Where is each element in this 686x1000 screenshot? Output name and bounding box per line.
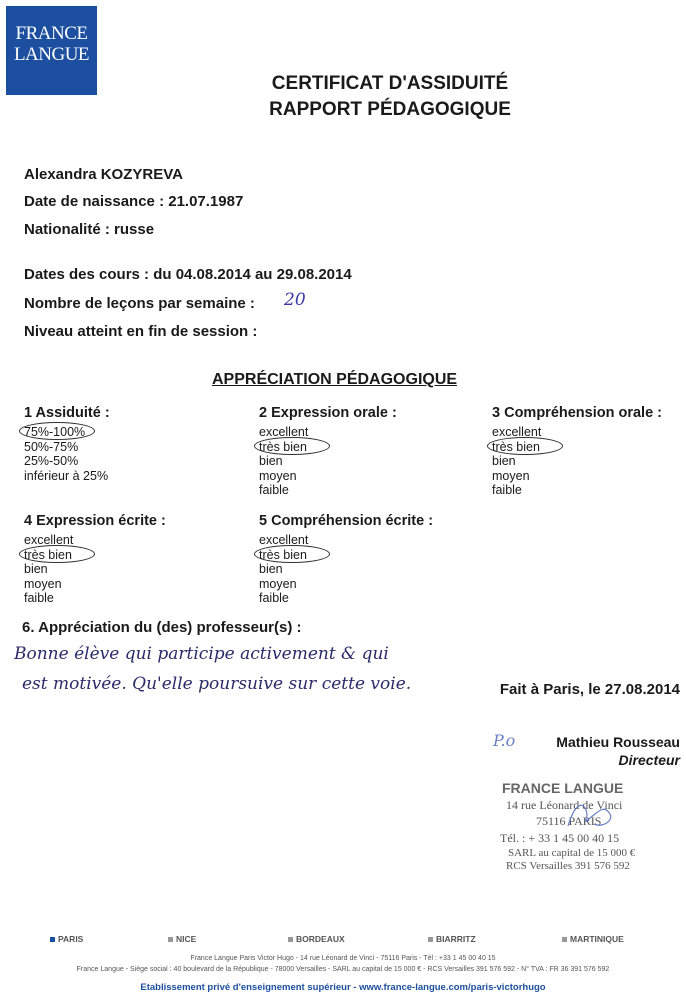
teacher-comment-line1: Bonne élève qui participe activement & qui <box>14 644 389 664</box>
option-bien: bien <box>259 562 283 576</box>
option-excellent: excellent <box>24 533 74 547</box>
option-75-100: 75%-100% <box>24 425 110 440</box>
option-faible: faible <box>259 483 289 497</box>
option-moyen: moyen <box>492 468 530 483</box>
footer-website[interactable]: Etablissement privé d'enseignement supérieur - www.france-langue.com/paris-victorhugo <box>140 982 546 993</box>
stamp-capital: SARL au capital de 15 000 € <box>508 847 636 859</box>
option-bien: bien <box>492 454 516 468</box>
lessons-value: 20 <box>284 290 306 310</box>
stamp-tel: Tél. : + 33 1 45 00 40 15 <box>500 831 620 845</box>
group-title: 2 Expression orale : <box>259 405 397 421</box>
level-label: Niveau atteint en fin de session : <box>24 323 258 340</box>
square-icon <box>428 937 433 942</box>
option-excellent: excellent <box>259 425 309 439</box>
option-tres-bien: très bien <box>259 440 397 455</box>
group-written-comprehension <box>259 513 433 606</box>
option-tres-bien: très bien <box>492 440 662 455</box>
option-faible: faible <box>24 591 54 605</box>
group-oral-comprehension <box>492 405 662 498</box>
city-martinique: MARTINIQUE <box>570 934 624 944</box>
option-bien: bien <box>259 454 283 468</box>
appraisal-title: APPRÉCIATION PÉDAGOGIQUE <box>212 371 458 388</box>
option-excellent: excellent <box>492 425 542 439</box>
footer-legal: France Langue - Siège social : 40 boulevard de la République - 78000 Versailles - SARL au capital de 15 000 € - RCS Versailles 391 576 592 - N° TVA : FR 36 391 576 592 <box>76 966 610 973</box>
student-name: Alexandra KOZYREVA <box>24 166 183 183</box>
director-role: Directeur <box>618 752 680 768</box>
option-tres-bien: très bien <box>24 548 166 563</box>
stamp-company: FRANCE LANGUE <box>502 780 624 796</box>
city-biarritz: BIARRITZ <box>436 934 476 944</box>
logo-line1: FRANCE <box>15 23 88 44</box>
group-written-expression <box>24 513 166 606</box>
square-icon <box>50 937 55 942</box>
france-langue-logo <box>6 6 97 95</box>
footer-cities <box>0 934 686 948</box>
pp-mark: P.o <box>493 731 516 750</box>
teacher-comment-line2: est motivée. Qu'elle poursuive sur cette voie. <box>22 674 412 694</box>
option-below-25: inférieur à 25% <box>24 468 109 483</box>
city-paris: PARIS <box>58 934 84 944</box>
square-icon <box>288 937 293 942</box>
square-icon <box>562 937 567 942</box>
logo-line2: LANGUE <box>13 44 90 65</box>
group-title: 5 Compréhension écrite : <box>259 513 434 529</box>
stamp-city: 75116 PARIS <box>536 814 602 828</box>
city-bordeaux: BORDEAUX <box>296 934 345 944</box>
option-excellent: excellent <box>259 533 309 547</box>
place-date: Fait à Paris, le 27.08.2014 <box>499 681 680 698</box>
footer-address: France Langue Paris Victor Hugo - 14 rue Léonard de Vinci - 75116 Paris - Tél : +33 1 45 00 40 15 <box>190 955 496 962</box>
course-dates: Dates des cours : du 04.08.2014 au 29.08.2014 <box>24 266 352 283</box>
group-title: 3 Compréhension orale : <box>492 405 663 421</box>
option-50-75: 50%-75% <box>24 439 79 454</box>
lessons-label: Nombre de leçons par semaine : <box>24 295 255 312</box>
director-name: Mathieu Rousseau <box>556 734 680 750</box>
stamp-address: 14 rue Léonard de Vinci <box>506 798 623 812</box>
group-oral-expression <box>259 405 397 498</box>
certificate-title: CERTIFICAT D'ASSIDUITÉ <box>271 73 509 94</box>
option-tres-bien: très bien <box>259 548 433 563</box>
option-moyen: moyen <box>259 576 297 591</box>
report-title: RAPPORT PÉDAGOGIQUE <box>269 99 511 120</box>
nationality: Nationalité : russe <box>24 221 155 238</box>
signature-scribble <box>560 796 620 836</box>
option-bien: bien <box>24 562 48 576</box>
option-faible: faible <box>259 591 289 605</box>
birth-date: Date de naissance : 21.07.1987 <box>24 193 244 210</box>
stamp-rcs: RCS Versailles 391 576 592 <box>506 860 630 872</box>
group-attendance <box>24 405 110 483</box>
option-faible: faible <box>492 483 522 497</box>
group-title: 4 Expression écrite : <box>24 513 166 529</box>
square-icon <box>168 937 173 942</box>
city-nice: NICE <box>176 934 197 944</box>
option-25-50: 25%-50% <box>24 454 79 468</box>
group-title: 1 Assiduité : <box>24 405 110 421</box>
teacher-appraisal-label: 6. Appréciation du (des) professeur(s) : <box>22 619 302 636</box>
option-moyen: moyen <box>24 576 62 591</box>
option-moyen: moyen <box>259 468 297 483</box>
